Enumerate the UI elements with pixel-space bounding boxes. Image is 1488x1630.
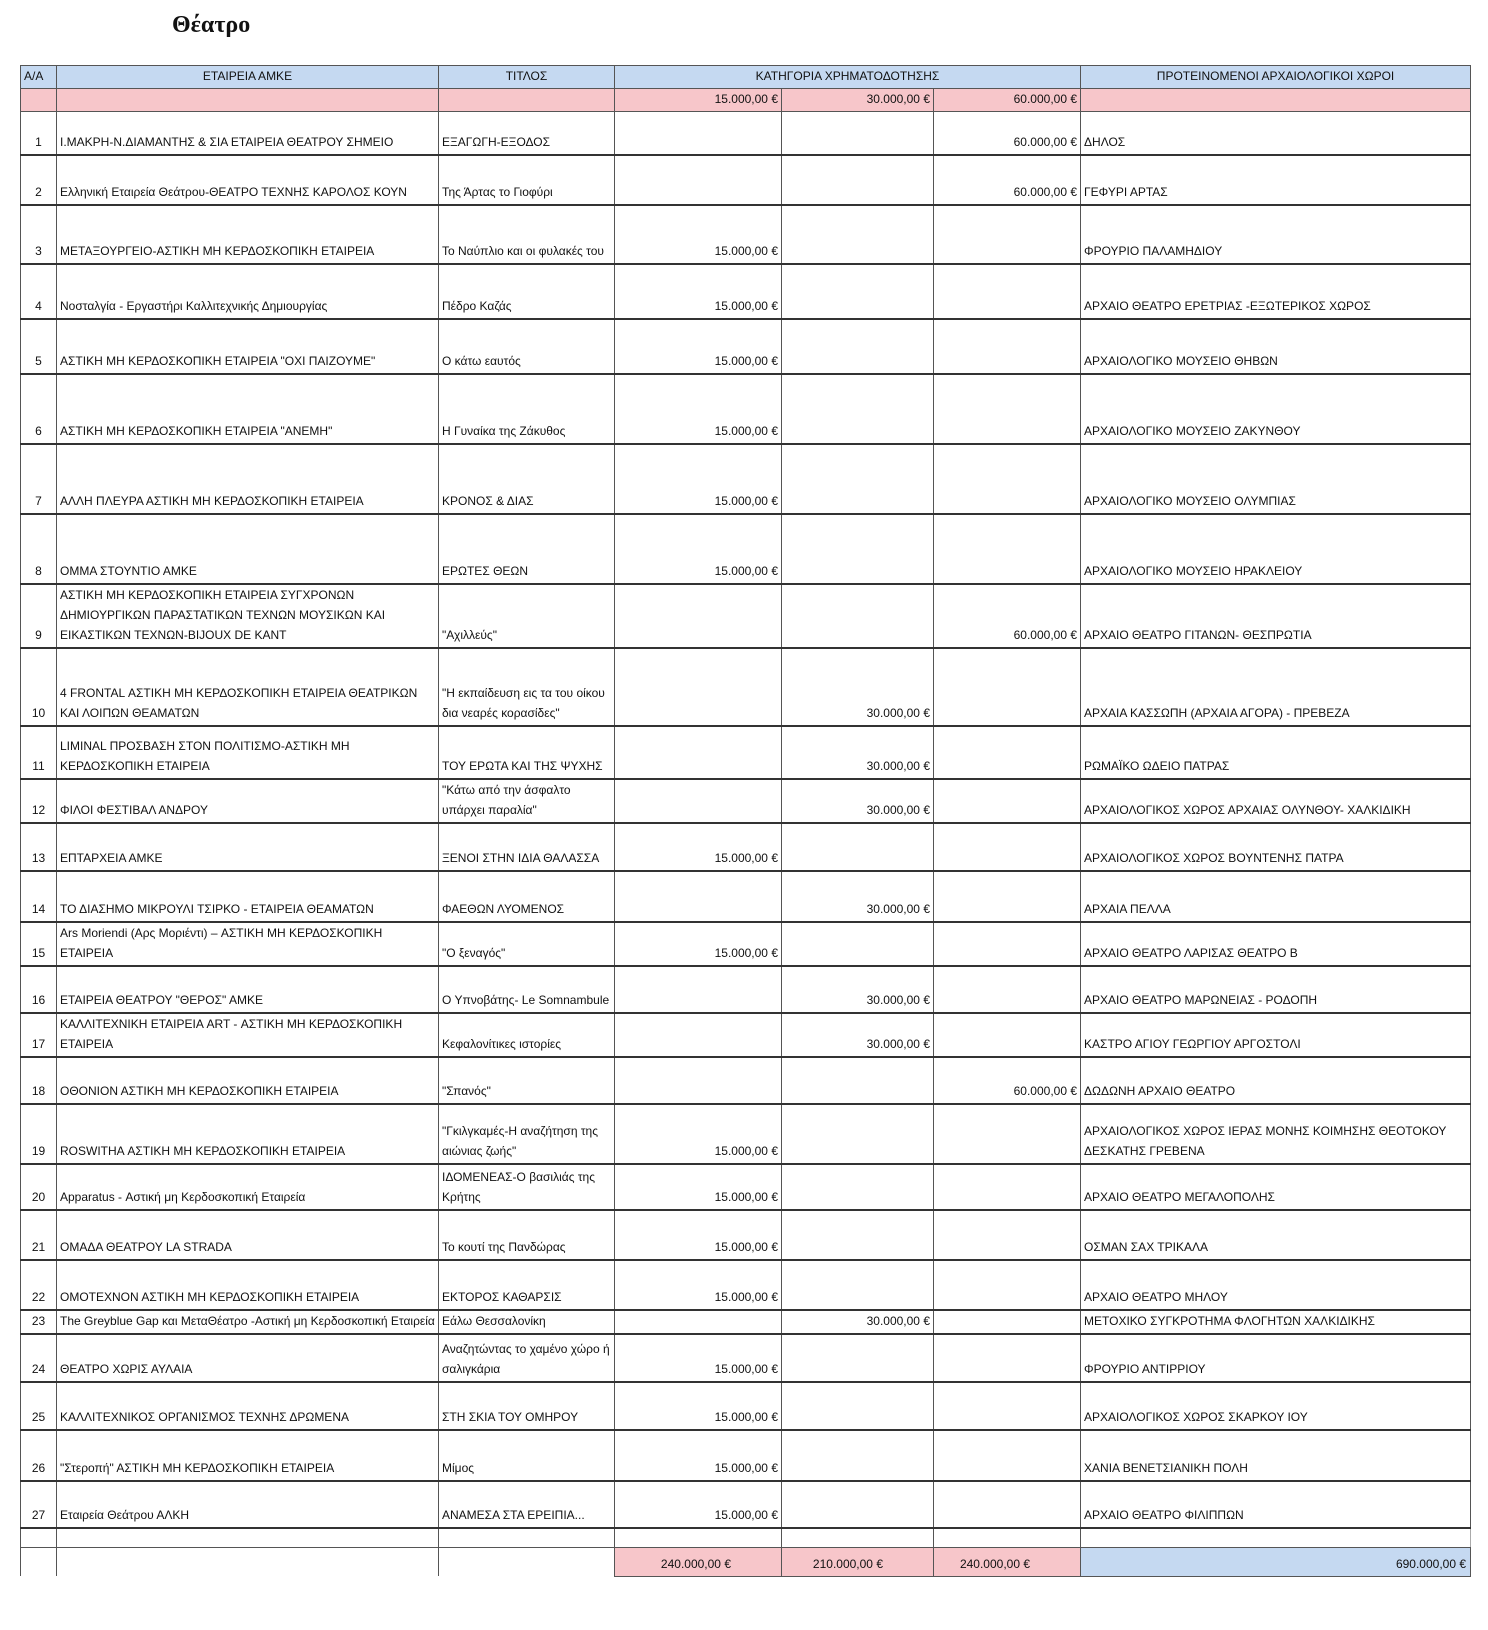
- header-category[interactable]: ΚΑΤΗΓΟΡΙΑ ΧΡΗΜΑΤΟΔΟΤΗΣΗΣ: [615, 66, 1081, 89]
- row-number[interactable]: 9: [21, 584, 57, 648]
- company-cell[interactable]: Εταιρεία Θεάτρου ΑΛΚΗ: [57, 1481, 439, 1528]
- spacer-cell[interactable]: [934, 1528, 1081, 1548]
- title-cell[interactable]: "Γκιλγκαμές-Η αναζήτηση της αιώνιας ζωής": [439, 1104, 615, 1164]
- amount-30k-cell[interactable]: 30.000,00 €: [782, 1310, 934, 1334]
- row-number[interactable]: 25: [21, 1382, 57, 1430]
- spacer-cell[interactable]: [57, 1528, 439, 1548]
- amount-30k-cell[interactable]: 30.000,00 €: [782, 648, 934, 726]
- amount-30k-cell[interactable]: [782, 444, 934, 514]
- row-number[interactable]: 7: [21, 444, 57, 514]
- amount-60k-cell[interactable]: [934, 1260, 1081, 1310]
- totals-blank[interactable]: [21, 1547, 57, 1576]
- amount-60k-cell[interactable]: [934, 823, 1081, 871]
- amount-60k-cell[interactable]: [934, 726, 1081, 779]
- company-cell[interactable]: ROSWITHA ΑΣΤΙΚΗ ΜΗ ΚΕΡΔΟΣΚΟΠΙΚΗ ΕΤΑΙΡΕΙΑ: [57, 1104, 439, 1164]
- header-company[interactable]: ΕΤΑΙΡΕΙΑ ΑΜΚΕ: [57, 66, 439, 89]
- table-row: [21, 871, 1471, 922]
- site-cell[interactable]: ΑΡΧΑΙΟΛΟΓΙΚΟΣ ΧΩΡΟΣ ΑΡΧΑΙΑΣ ΟΛΥΝΘΟΥ- ΧΑΛΚΙΔΙΚΗ: [1081, 779, 1471, 823]
- spacer-row: [21, 1528, 1471, 1548]
- amount-60k-cell[interactable]: [934, 1210, 1081, 1260]
- header-row: [21, 66, 1471, 89]
- category-blank[interactable]: [1081, 89, 1471, 112]
- header-title[interactable]: ΤΙΤΛΟΣ: [439, 66, 615, 89]
- amount-60k-cell[interactable]: [934, 264, 1081, 319]
- table-row: [21, 726, 1471, 779]
- table-row: [21, 319, 1471, 374]
- amount-30k-cell[interactable]: [782, 1164, 934, 1210]
- site-cell[interactable]: ΑΡΧΑΙΟ ΘΕΑΤΡΟ ΦΙΛΙΠΠΩΝ: [1081, 1481, 1471, 1528]
- table-row: [21, 779, 1471, 823]
- site-cell[interactable]: ΑΡΧΑΙΟΛΟΓΙΚΟΣ ΧΩΡΟΣ ΒΟΥΝΤΕΝΗΣ ΠΑΤΡΑ: [1081, 823, 1471, 871]
- amount-15k-cell[interactable]: 15.000,00 €: [615, 444, 782, 514]
- company-cell[interactable]: ΟΜΑΔΑ ΘΕΑΤΡΟΥ LA STRADA: [57, 1210, 439, 1260]
- table-row: [21, 205, 1471, 264]
- company-cell[interactable]: Ελληνική Εταιρεία Θεάτρου-ΘΕΑΤΡΟ ΤΕΧΝΗΣ ΚΑΡΟΛΟΣ ΚΟΥΝ: [57, 155, 439, 205]
- amount-60k-cell[interactable]: [934, 966, 1081, 1013]
- amount-60k-cell[interactable]: 60.000,00 €: [934, 155, 1081, 205]
- amount-15k-cell[interactable]: 15.000,00 €: [615, 205, 782, 264]
- table-row: [21, 374, 1471, 444]
- amount-60k-cell[interactable]: 60.000,00 €: [934, 1057, 1081, 1104]
- site-cell[interactable]: ΟΣΜΑΝ ΣΑΧ ΤΡΙΚΑΛΑ: [1081, 1210, 1471, 1260]
- row-number[interactable]: 12: [21, 779, 57, 823]
- title-cell[interactable]: Μίμος: [439, 1430, 615, 1481]
- amount-60k-cell[interactable]: [934, 871, 1081, 922]
- site-cell[interactable]: ΑΡΧΑΙΟΛΟΓΙΚΟ ΜΟΥΣΕΙΟ ΘΗΒΩΝ: [1081, 319, 1471, 374]
- amount-30k-cell[interactable]: [782, 1057, 934, 1104]
- site-cell[interactable]: ΑΡΧΑΙΟ ΘΕΑΤΡΟ ΜΑΡΩΝΕΙΑΣ - ΡΟΔΟΠΗ: [1081, 966, 1471, 1013]
- site-cell[interactable]: ΑΡΧΑΙΟ ΘΕΑΤΡΟ ΜΗΛΟΥ: [1081, 1260, 1471, 1310]
- amount-30k-cell[interactable]: [782, 155, 934, 205]
- amount-60k-cell[interactable]: [934, 1334, 1081, 1382]
- amount-15k-cell[interactable]: [615, 1310, 782, 1334]
- row-number[interactable]: 11: [21, 726, 57, 779]
- grand-total[interactable]: 690.000,00 €: [1081, 1547, 1471, 1576]
- company-cell[interactable]: ΟΜΟΤΕΧΝΟΝ ΑΣΤΙΚΗ ΜΗ ΚΕΡΔΟΣΚΟΠΙΚΗ ΕΤΑΙΡΕΙΑ: [57, 1260, 439, 1310]
- category-blank[interactable]: [21, 89, 57, 112]
- site-cell[interactable]: ΑΡΧΑΙΟΛΟΓΙΚΟ ΜΟΥΣΕΙΟ ΗΡΑΚΛΕΙΟΥ: [1081, 514, 1471, 584]
- amount-60k-cell[interactable]: [934, 514, 1081, 584]
- amount-30k-cell[interactable]: [782, 1104, 934, 1164]
- amount-15k-cell[interactable]: [615, 648, 782, 726]
- company-cell[interactable]: "Στεροπή" ΑΣΤΙΚΗ ΜΗ ΚΕΡΔΟΣΚΟΠΙΚΗ ΕΤΑΙΡΕΙΑ: [57, 1430, 439, 1481]
- amount-15k-cell[interactable]: 15.000,00 €: [615, 1164, 782, 1210]
- row-number[interactable]: 5: [21, 319, 57, 374]
- row-number[interactable]: 3: [21, 205, 57, 264]
- table-row: [21, 1382, 1471, 1430]
- total-30k[interactable]: 210.000,00 €: [782, 1547, 934, 1576]
- amount-30k-cell[interactable]: [782, 922, 934, 966]
- amount-60k-cell[interactable]: 60.000,00 €: [934, 112, 1081, 155]
- title-cell[interactable]: Το Ναύπλιο και οι φυλακές του: [439, 205, 615, 264]
- row-number[interactable]: 4: [21, 264, 57, 319]
- amount-60k-cell[interactable]: [934, 374, 1081, 444]
- amount-30k-cell[interactable]: [782, 1382, 934, 1430]
- amount-15k-cell[interactable]: 15.000,00 €: [615, 319, 782, 374]
- title-cell[interactable]: ΙΔΟΜΕΝΕΑΣ-Ο βασιλιάς της Κρήτης: [439, 1164, 615, 1210]
- site-cell[interactable]: ΑΡΧΑΙΑ ΠΕΛΛΑ: [1081, 871, 1471, 922]
- amount-30k-cell[interactable]: [782, 1430, 934, 1481]
- company-cell[interactable]: ΟΘΟΝΙΟΝ ΑΣΤΙΚΗ ΜΗ ΚΕΡΔΟΣΚΟΠΙΚΗ ΕΤΑΙΡΕΙΑ: [57, 1057, 439, 1104]
- spacer-cell[interactable]: [1081, 1528, 1471, 1548]
- row-number[interactable]: 21: [21, 1210, 57, 1260]
- title-cell[interactable]: Ο κάτω εαυτός: [439, 319, 615, 374]
- title-cell[interactable]: ΣΤΗ ΣΚΙΑ ΤΟΥ ΟΜΗΡΟΥ: [439, 1382, 615, 1430]
- site-cell[interactable]: ΑΡΧΑΙΑ ΚΑΣΣΩΠΗ (ΑΡΧΑΙΑ ΑΓΟΡΑ) - ΠΡΕΒΕΖΑ: [1081, 648, 1471, 726]
- amount-15k-cell[interactable]: [615, 871, 782, 922]
- amount-15k-cell[interactable]: 15.000,00 €: [615, 922, 782, 966]
- table-row: [21, 1334, 1471, 1382]
- site-cell[interactable]: ΧΑΝΙΑ ΒΕΝΕΤΣΙΑΝΙΚΗ ΠΟΛΗ: [1081, 1430, 1471, 1481]
- table-row: [21, 1310, 1471, 1334]
- amount-15k-cell[interactable]: 15.000,00 €: [615, 1382, 782, 1430]
- title-cell[interactable]: "Ο ξεναγός": [439, 922, 615, 966]
- amount-60k-cell[interactable]: [934, 1013, 1081, 1057]
- site-cell[interactable]: ΑΡΧΑΙΟ ΘΕΑΤΡΟ ΕΡΕΤΡΙΑΣ -ΕΞΩΤΕΡΙΚΟΣ ΧΩΡΟΣ: [1081, 264, 1471, 319]
- title-cell[interactable]: Η Γυναίκα της Ζάκυθος: [439, 374, 615, 444]
- title-cell[interactable]: ΚΡΟΝΟΣ & ΔΙΑΣ: [439, 444, 615, 514]
- title-cell[interactable]: "Η εκπαίδευση εις τα του οίκου δια νεαρές κορασίδες": [439, 648, 615, 726]
- company-cell[interactable]: LIMINAL ΠΡΟΣΒΑΣΗ ΣΤΟΝ ΠΟΛΙΤΙΣΜΟ-ΑΣΤΙΚΗ ΜΗ ΚΕΡΔΟΣΚΟΠΙΚΗ ΕΤΑΙΡΕΙΑ: [57, 726, 439, 779]
- spacer-cell[interactable]: [439, 1528, 615, 1548]
- totals-row: [21, 1547, 1471, 1576]
- title-cell[interactable]: "Κάτω από την άσφαλτο υπάρχει παραλία": [439, 779, 615, 823]
- title-cell[interactable]: ΕΚΤΟΡΟΣ ΚΑΘΑΡΣΙΣ: [439, 1260, 615, 1310]
- table-row: [21, 514, 1471, 584]
- amount-30k-cell[interactable]: [782, 823, 934, 871]
- table-row: [21, 823, 1471, 871]
- amount-60k-cell[interactable]: [934, 1382, 1081, 1430]
- site-cell[interactable]: ΔΗΛΟΣ: [1081, 112, 1471, 155]
- amount-15k-cell[interactable]: [615, 966, 782, 1013]
- amount-15k-cell[interactable]: [615, 155, 782, 205]
- company-cell[interactable]: Ι.ΜΑΚΡΗ-Ν.ΔΙΑΜΑΝΤΗΣ & ΣΙΑ ΕΤΑΙΡΕΙΑ ΘΕΑΤΡΟΥ ΣΗΜΕΙΟ: [57, 112, 439, 155]
- row-number[interactable]: 18: [21, 1057, 57, 1104]
- table-row: [21, 444, 1471, 514]
- company-cell[interactable]: Ars Moriendi (Αρς Μοριέντι) – ΑΣΤΙΚΗ ΜΗ ΚΕΡΔΟΣΚΟΠΙΚΗ ΕΤΑΙΡΕΙΑ: [57, 922, 439, 966]
- table-row: [21, 264, 1471, 319]
- category-blank[interactable]: [57, 89, 439, 112]
- amount-30k-cell[interactable]: [782, 1260, 934, 1310]
- title-cell[interactable]: Εάλω Θεσσαλονίκη: [439, 1310, 615, 1334]
- amount-15k-cell[interactable]: [615, 112, 782, 155]
- amount-15k-cell[interactable]: 15.000,00 €: [615, 514, 782, 584]
- spacer-cell[interactable]: [782, 1528, 934, 1548]
- company-cell[interactable]: 4 FRONTAL ΑΣΤΙΚΗ ΜΗ ΚΕΡΔΟΣΚΟΠΙΚΗ ΕΤΑΙΡΕΙΑ ΘΕΑΤΡΙΚΩΝ ΚΑΙ ΛΟΙΠΩΝ ΘΕΑΜΑΤΩΝ: [57, 648, 439, 726]
- table-row: [21, 922, 1471, 966]
- amount-15k-cell[interactable]: 15.000,00 €: [615, 1481, 782, 1528]
- amount-15k-cell[interactable]: [615, 726, 782, 779]
- amount-15k-cell[interactable]: 15.000,00 €: [615, 264, 782, 319]
- title-cell[interactable]: ΤΟΥ ΕΡΩΤΑ ΚΑΙ ΤΗΣ ΨΥΧΗΣ: [439, 726, 615, 779]
- spacer-cell[interactable]: [21, 1528, 57, 1548]
- row-number[interactable]: 1: [21, 112, 57, 155]
- page-title: Θέατρο: [172, 12, 251, 38]
- company-cell[interactable]: ΦΙΛΟΙ ΦΕΣΤΙΒΑΛ ΑΝΔΡΟΥ: [57, 779, 439, 823]
- row-number[interactable]: 27: [21, 1481, 57, 1528]
- header-sites[interactable]: ΠΡΟΤΕΙΝΟΜΕΝΟΙ ΑΡΧΑΙΟΛΟΓΙΚΟΙ ΧΩΡΟΙ: [1081, 66, 1471, 89]
- company-cell[interactable]: ΚΑΛΛΙΤΕΧΝΙΚΟΣ ΟΡΓΑΝΙΣΜΟΣ ΤΕΧΝΗΣ ΔΡΩΜΕΝΑ: [57, 1382, 439, 1430]
- row-number[interactable]: 6: [21, 374, 57, 444]
- company-cell[interactable]: ΟΜΜΑ ΣΤΟΥΝΤΙΟ ΑΜΚΕ: [57, 514, 439, 584]
- amount-60k-cell[interactable]: [934, 648, 1081, 726]
- title-cell[interactable]: ΕΡΩΤΕΣ ΘΕΩΝ: [439, 514, 615, 584]
- row-number[interactable]: 20: [21, 1164, 57, 1210]
- company-cell[interactable]: ΕΠΤΑΡΧΕΙΑ ΑΜΚΕ: [57, 823, 439, 871]
- header-aa[interactable]: Α/Α: [21, 66, 57, 89]
- amount-30k-cell[interactable]: [782, 584, 934, 648]
- site-cell[interactable]: ΜΕΤΟΧΙΚΟ ΣΥΓΚΡΟΤΗΜΑ ΦΛΟΓΗΤΩΝ ΧΑΛΚΙΔΙΚΗΣ: [1081, 1310, 1471, 1334]
- amount-60k-cell[interactable]: [934, 205, 1081, 264]
- amount-15k-cell[interactable]: 15.000,00 €: [615, 374, 782, 444]
- table-row: [21, 1481, 1471, 1528]
- site-cell[interactable]: ΑΡΧΑΙΟΛΟΓΙΚΟΣ ΧΩΡΟΣ ΣΚΑΡΚΟΥ ΙΟΥ: [1081, 1382, 1471, 1430]
- title-cell[interactable]: Της Άρτας το Γιοφύρι: [439, 155, 615, 205]
- title-cell[interactable]: ΑΝΑΜΕΣΑ ΣΤΑ ΕΡΕΙΠΙΑ...: [439, 1481, 615, 1528]
- row-number[interactable]: 16: [21, 966, 57, 1013]
- title-cell[interactable]: Ο Υπνοβάτης- Le Somnambule: [439, 966, 615, 1013]
- row-number[interactable]: 15: [21, 922, 57, 966]
- table-row: [21, 966, 1471, 1013]
- title-cell[interactable]: Πέδρο Καζάς: [439, 264, 615, 319]
- title-cell[interactable]: Το κουτί της Πανδώρας: [439, 1210, 615, 1260]
- amount-15k-cell[interactable]: [615, 1057, 782, 1104]
- amount-15k-cell[interactable]: 15.000,00 €: [615, 1210, 782, 1260]
- spacer-cell[interactable]: [615, 1528, 782, 1548]
- amount-30k-cell[interactable]: [782, 112, 934, 155]
- site-cell[interactable]: ΑΡΧΑΙΟ ΘΕΑΤΡΟ ΛΑΡΙΣΑΣ ΘΕΑΤΡΟ Β: [1081, 922, 1471, 966]
- company-cell[interactable]: The Greyblue Gap και ΜεταΘέατρο -Αστική μη Κερδοσκοπική Εταιρεία: [57, 1310, 439, 1334]
- row-number[interactable]: 26: [21, 1430, 57, 1481]
- total-60k[interactable]: 240.000,00 €: [934, 1547, 1081, 1576]
- row-number[interactable]: 24: [21, 1334, 57, 1382]
- totals-blank[interactable]: [439, 1547, 615, 1576]
- amount-60k-cell[interactable]: 60.000,00 €: [934, 584, 1081, 648]
- company-cell[interactable]: Apparatus - Αστική μη Κερδοσκοπική Εταιρεία: [57, 1164, 439, 1210]
- title-cell[interactable]: Αναζητώντας το χαμένο χώρο ή σαλιγκάρια: [439, 1334, 615, 1382]
- company-cell[interactable]: ΘΕΑΤΡΟ ΧΩΡΙΣ ΑΥΛΑΙΑ: [57, 1334, 439, 1382]
- amount-30k-cell[interactable]: 30.000,00 €: [782, 1013, 934, 1057]
- funding-table: [20, 65, 1471, 1577]
- amount-30k-cell[interactable]: 30.000,00 €: [782, 966, 934, 1013]
- title-cell[interactable]: Κεφαλονίτικες ιστορίες: [439, 1013, 615, 1057]
- category-row: [21, 89, 1471, 112]
- site-cell[interactable]: ΡΩΜΑΪΚΟ ΩΔΕΙΟ ΠΑΤΡΑΣ: [1081, 726, 1471, 779]
- row-number[interactable]: 22: [21, 1260, 57, 1310]
- totals-blank[interactable]: [57, 1547, 439, 1576]
- amount-60k-cell[interactable]: [934, 922, 1081, 966]
- site-cell[interactable]: ΔΩΔΩΝΗ ΑΡΧΑΙΟ ΘΕΑΤΡΟ: [1081, 1057, 1471, 1104]
- amount-30k-cell[interactable]: [782, 205, 934, 264]
- row-number[interactable]: 10: [21, 648, 57, 726]
- company-cell[interactable]: ΕΤΑΙΡΕΙΑ ΘΕΑΤΡΟΥ "ΘΕΡΟΣ" ΑΜΚΕ: [57, 966, 439, 1013]
- company-cell[interactable]: ΑΣΤΙΚΗ ΜΗ ΚΕΡΔΟΣΚΟΠΙΚΗ ΕΤΑΙΡΕΙΑ ΣΥΓΧΡΟΝΩΝ ΔΗΜΙΟΥΡΓΙΚΩΝ ΠΑΡΑΣΤΑΤΙΚΩΝ ΤΕΧΝΩΝ ΜΟΥΣΙΚΩΝ ΚΑΙ ΕΙΚΑΣΤΙΚΩΝ ΤΕΧΝΩΝ-BIJOUX DE KANT: [57, 584, 439, 648]
- amount-15k-cell[interactable]: 15.000,00 €: [615, 1334, 782, 1382]
- table-row: [21, 1164, 1471, 1210]
- table-row: [21, 1057, 1471, 1104]
- amount-15k-cell[interactable]: [615, 779, 782, 823]
- amount-15k-cell[interactable]: 15.000,00 €: [615, 1260, 782, 1310]
- amount-30k-cell[interactable]: [782, 514, 934, 584]
- amount-30k-cell[interactable]: [782, 264, 934, 319]
- amount-60k-cell[interactable]: [934, 444, 1081, 514]
- table-row: [21, 155, 1471, 205]
- site-cell[interactable]: ΦΡΟΥΡΙΟ ΑΝΤΙΡΡΙΟΥ: [1081, 1334, 1471, 1382]
- amount-60k-cell[interactable]: [934, 1430, 1081, 1481]
- table-row: [21, 584, 1471, 648]
- table-row: [21, 648, 1471, 726]
- amount-60k-cell[interactable]: [934, 1164, 1081, 1210]
- amount-30k-cell[interactable]: [782, 1334, 934, 1382]
- title-cell[interactable]: ΦΑΕΘΩΝ ΛΥΟΜΕΝΟΣ: [439, 871, 615, 922]
- site-cell[interactable]: ΑΡΧΑΙΟ ΘΕΑΤΡΟ ΜΕΓΑΛΟΠΟΛΗΣ: [1081, 1164, 1471, 1210]
- company-cell[interactable]: Νοσταλγία - Εργαστήρι Καλλιτεχνικής Δημιουργίας: [57, 264, 439, 319]
- amount-30k-cell[interactable]: 30.000,00 €: [782, 779, 934, 823]
- amount-30k-cell[interactable]: 30.000,00 €: [782, 871, 934, 922]
- row-number[interactable]: 23: [21, 1310, 57, 1334]
- amount-30k-cell[interactable]: [782, 1210, 934, 1260]
- site-cell[interactable]: ΑΡΧΑΙΟΛΟΓΙΚΟ ΜΟΥΣΕΙΟ ΟΛΥΜΠΙΑΣ: [1081, 444, 1471, 514]
- amount-60k-cell[interactable]: [934, 1310, 1081, 1334]
- table-row: [21, 1430, 1471, 1481]
- company-cell[interactable]: ΑΣΤΙΚΗ ΜΗ ΚΕΡΔΟΣΚΟΠΙΚΗ ΕΤΑΙΡΕΙΑ "ΟΧΙ ΠΑΙΖΟΥΜΕ": [57, 319, 439, 374]
- company-cell[interactable]: ΤΟ ΔΙΑΣΗΜΟ ΜΙΚΡΟΥΛΙ ΤΣΙΡΚΟ - ΕΤΑΙΡΕΙΑ ΘΕΑΜΑΤΩΝ: [57, 871, 439, 922]
- row-number[interactable]: 14: [21, 871, 57, 922]
- amount-15k-cell[interactable]: 15.000,00 €: [615, 823, 782, 871]
- amount-60k-cell[interactable]: [934, 1104, 1081, 1164]
- table-row: [21, 1260, 1471, 1310]
- site-cell[interactable]: ΚΑΣΤΡΟ ΑΓΙΟΥ ΓΕΩΡΓΙΟΥ ΑΡΓΟΣΤΟΛΙ: [1081, 1013, 1471, 1057]
- row-number[interactable]: 13: [21, 823, 57, 871]
- row-number[interactable]: 2: [21, 155, 57, 205]
- amount-15k-cell[interactable]: 15.000,00 €: [615, 1104, 782, 1164]
- category-60k[interactable]: 60.000,00 €: [934, 89, 1081, 112]
- table-row: [21, 1210, 1471, 1260]
- amount-30k-cell[interactable]: [782, 1481, 934, 1528]
- site-cell[interactable]: ΑΡΧΑΙΟ ΘΕΑΤΡΟ ΓΙΤΑΝΩΝ- ΘΕΣΠΡΩΤΙΑ: [1081, 584, 1471, 648]
- amount-60k-cell[interactable]: [934, 779, 1081, 823]
- company-cell[interactable]: ΚΑΛΛΙΤΕΧΝΙΚΗ ΕΤΑΙΡΕΙΑ ART - ΑΣΤΙΚΗ ΜΗ ΚΕΡΔΟΣΚΟΠΙΚΗ ΕΤΑΙΡΕΙΑ: [57, 1013, 439, 1057]
- site-cell[interactable]: ΓΕΦΥΡΙ ΑΡΤΑΣ: [1081, 155, 1471, 205]
- table-row: [21, 1013, 1471, 1057]
- amount-30k-cell[interactable]: [782, 374, 934, 444]
- site-cell[interactable]: ΑΡΧΑΙΟΛΟΓΙΚΟ ΜΟΥΣΕΙΟ ΖΑΚΥΝΘΟΥ: [1081, 374, 1471, 444]
- table-row: [21, 112, 1471, 155]
- total-15k[interactable]: 240.000,00 €: [615, 1547, 782, 1576]
- table-row: [21, 1104, 1471, 1164]
- title-cell[interactable]: ΕΞΑΓΩΓΗ-ΕΞΟΔΟΣ: [439, 112, 615, 155]
- row-number[interactable]: 19: [21, 1104, 57, 1164]
- title-cell[interactable]: ΞΕΝΟΙ ΣΤΗΝ ΙΔΙΑ ΘΑΛΑΣΣΑ: [439, 823, 615, 871]
- amount-15k-cell[interactable]: [615, 584, 782, 648]
- amount-15k-cell[interactable]: [615, 1013, 782, 1057]
- title-cell[interactable]: "Σπανός": [439, 1057, 615, 1104]
- company-cell[interactable]: ΑΣΤΙΚΗ ΜΗ ΚΕΡΔΟΣΚΟΠΙΚΗ ΕΤΑΙΡΕΙΑ "ΑΝΕΜΗ": [57, 374, 439, 444]
- amount-30k-cell[interactable]: [782, 319, 934, 374]
- title-cell[interactable]: "Αχιλλεύς": [439, 584, 615, 648]
- company-cell[interactable]: ΑΛΛΗ ΠΛΕΥΡΑ ΑΣΤΙΚΗ ΜΗ ΚΕΡΔΟΣΚΟΠΙΚΗ ΕΤΑΙΡΕΙΑ: [57, 444, 439, 514]
- amount-15k-cell[interactable]: 15.000,00 €: [615, 1430, 782, 1481]
- amount-60k-cell[interactable]: [934, 319, 1081, 374]
- category-30k[interactable]: 30.000,00 €: [782, 89, 934, 112]
- row-number[interactable]: 8: [21, 514, 57, 584]
- amount-30k-cell[interactable]: 30.000,00 €: [782, 726, 934, 779]
- amount-60k-cell[interactable]: [934, 1481, 1081, 1528]
- category-blank[interactable]: [439, 89, 615, 112]
- category-15k[interactable]: 15.000,00 €: [615, 89, 782, 112]
- row-number[interactable]: 17: [21, 1013, 57, 1057]
- company-cell[interactable]: ΜΕΤΑΞΟΥΡΓΕΙΟ-ΑΣΤΙΚΗ ΜΗ ΚΕΡΔΟΣΚΟΠΙΚΗ ΕΤΑΙΡΕΙΑ: [57, 205, 439, 264]
- site-cell[interactable]: ΦΡΟΥΡΙΟ ΠΑΛΑΜΗΔΙΟΥ: [1081, 205, 1471, 264]
- site-cell[interactable]: ΑΡΧΑΙΟΛΟΓΙΚΟΣ ΧΩΡΟΣ ΙΕΡΑΣ ΜΟΝΗΣ ΚΟΙΜΗΣΗΣ ΘΕΟΤΟΚΟΥ ΔΕΣΚΑΤΗΣ ΓΡΕΒΕΝΑ: [1081, 1104, 1471, 1164]
